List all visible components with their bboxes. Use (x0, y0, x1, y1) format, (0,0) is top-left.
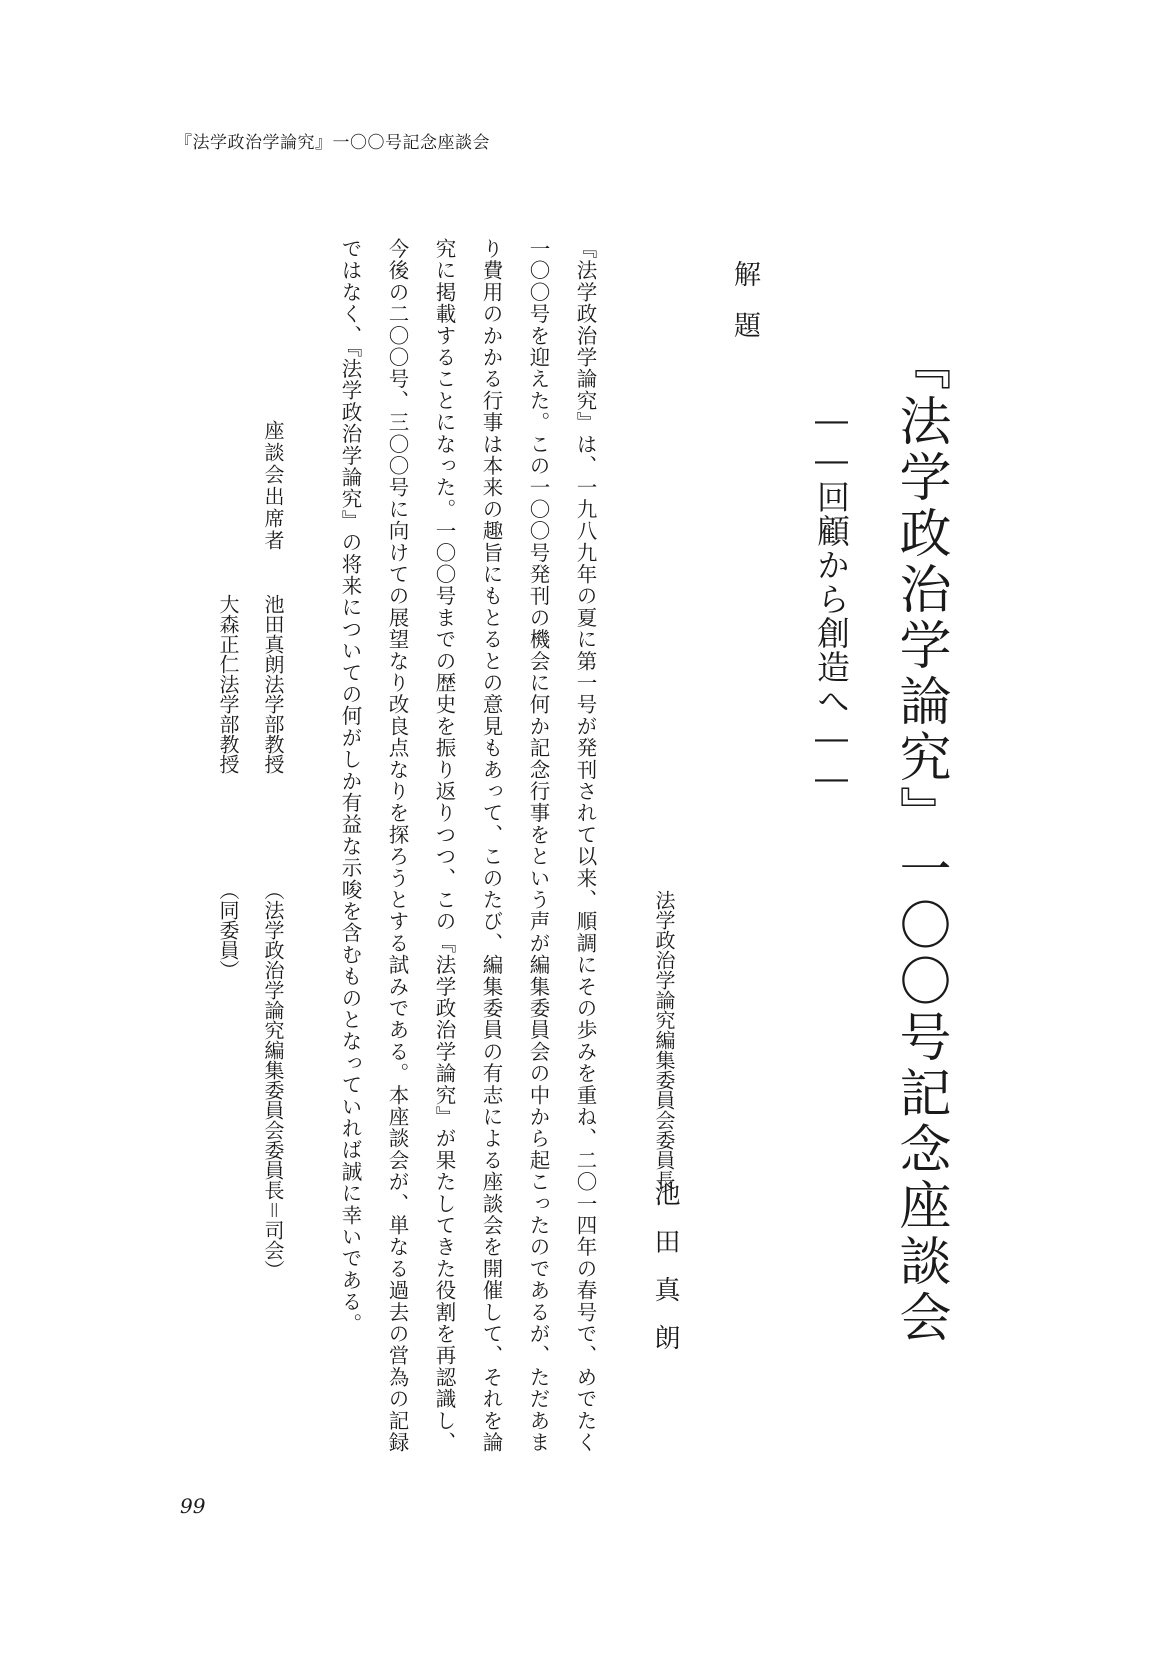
body-text (326, 238, 608, 1468)
body-paragraph: 『法学政治学論究』は、一九八九年の夏に第一号が発刊されて以来、順調にその歩みを重ね、二〇一四年の春号で、めでたく一〇〇号を迎えた。この一〇〇号発刊の機会に何か記念行事をという声が編集委員会の中から起こったのであるが、ただあまり費用のかかる行事は本来の趣旨にもとるとの意見もあって、このたび、編集委員の有志による座談会を開催して、それを論究に掲載することになった。一〇〇号までの歴史を振り返りつつ、この『法学政治学論究』が果たしてきた役割を再認識し、今後の二〇〇号、三〇〇号に向けての展望なり改良点なりを探ろうとする試みである。本座談会が、単なる過去の営為の記録ではなく、『法学政治学論究』の将来についての何がしか有益な示唆を含むものとなっていれば誠に幸いである。 (338, 238, 597, 1454)
article-title: 『法学政治学論究』一〇〇号記念座談会 (890, 338, 950, 1346)
participants-label: 座談会出席者 (261, 420, 285, 552)
author-affiliation: 法学政治学論究編集委員会委員長 (652, 890, 676, 1190)
author-name: 池田真朗 (650, 1180, 680, 1372)
participant-role: （法学政治学論究編集委員会委員長＝司会） (261, 880, 285, 1280)
section-heading: 解題 (729, 260, 760, 362)
participant-name: 池田真朗法学部教授 (261, 594, 285, 774)
page-number: 99 (180, 1494, 206, 1518)
article-subtitle: ――回顧から創造へ―― (812, 400, 851, 798)
participant-role: （同委員） (216, 880, 240, 980)
running-header: 『法学政治学論究』一〇〇号記念座談会 (175, 133, 490, 153)
participant-name: 大森正仁法学部教授 (216, 594, 240, 774)
